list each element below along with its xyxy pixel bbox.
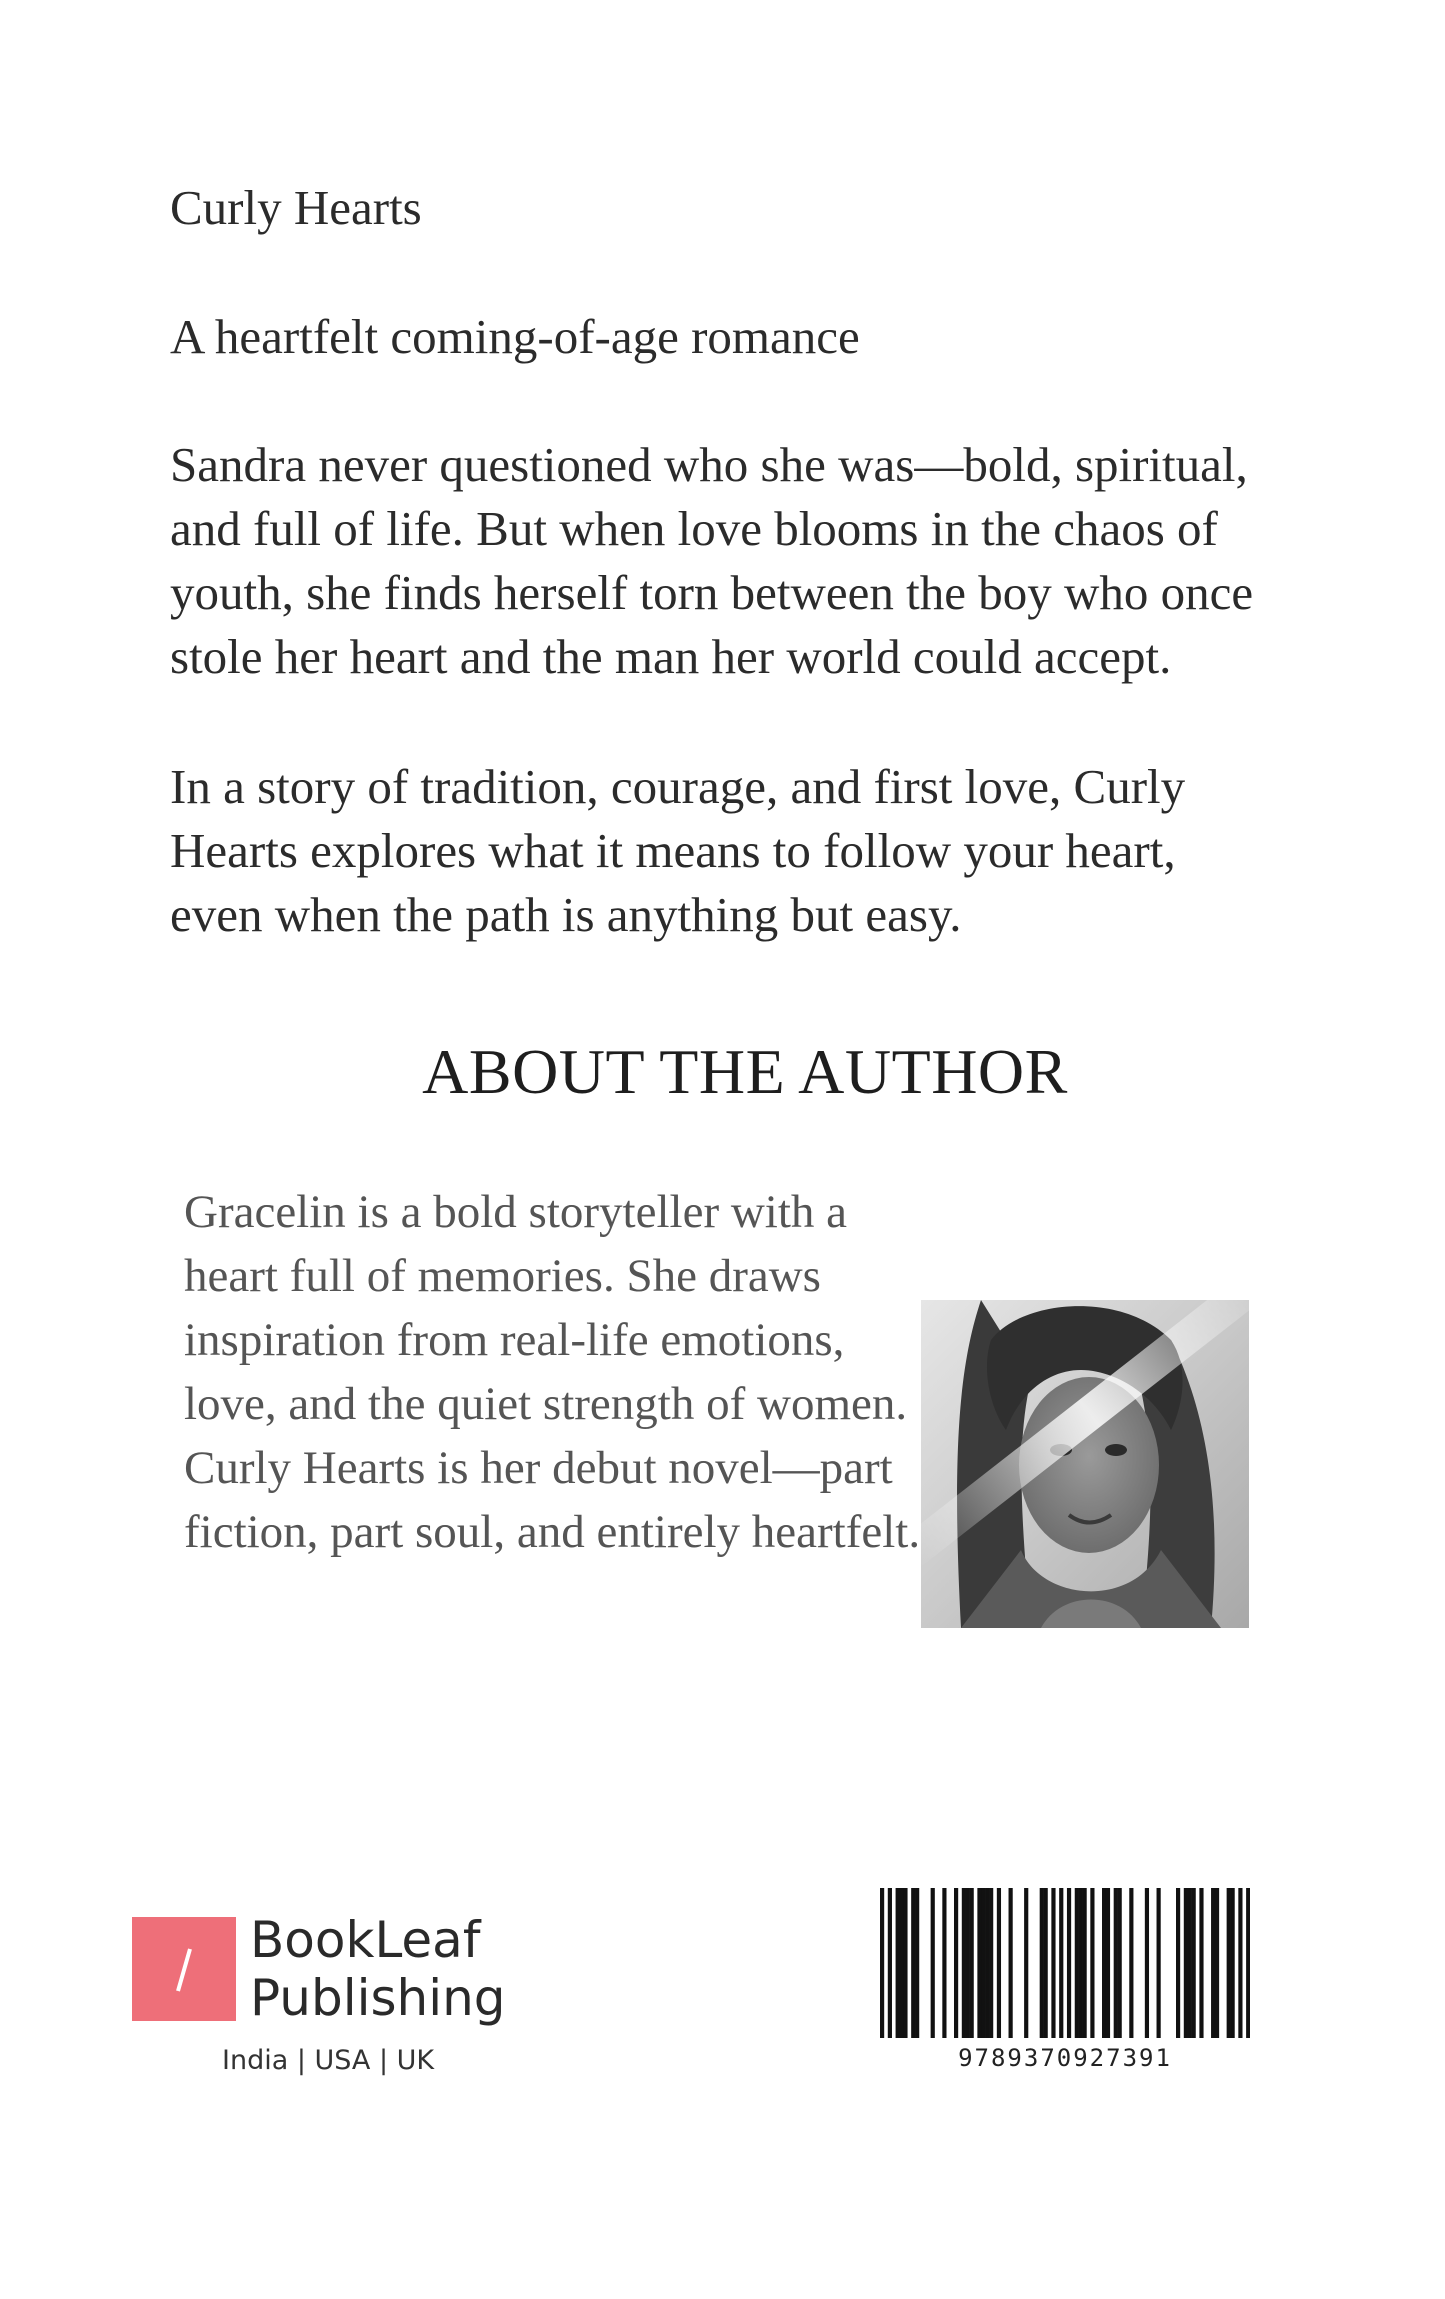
barcode-bar	[981, 1888, 985, 2038]
blurb-text: In a story of tradition, courage, and first love, Curly Hearts explores what it means to follow your heart, even when the path is anything but easy.	[170, 759, 1186, 942]
barcode-bar	[880, 1888, 884, 2038]
barcode-bar	[1024, 1888, 1028, 2038]
publisher-name-line2: Publishing	[250, 1969, 506, 2027]
publisher-countries: India | USA | UK	[222, 2045, 435, 2076]
barcode-bar	[962, 1888, 966, 2038]
barcode-bar	[1145, 1888, 1149, 2038]
barcode-bar	[1246, 1888, 1250, 2038]
barcode-bar	[1059, 1888, 1063, 2038]
author-photo	[921, 1300, 1249, 1628]
barcode-bar	[896, 1888, 900, 2038]
barcode-bar	[1051, 1888, 1055, 2038]
barcode-bar	[989, 1888, 993, 2038]
barcode-bar	[1231, 1888, 1235, 2038]
barcode-bar	[1227, 1888, 1231, 2038]
barcode-bar	[911, 1888, 915, 2038]
author-portrait-image	[921, 1300, 1249, 1628]
barcode-bar	[997, 1888, 1001, 2038]
publisher-logo	[132, 1911, 532, 2117]
barcode-bar	[942, 1888, 946, 2038]
barcode-bar	[1211, 1888, 1215, 2038]
barcode-bar	[1184, 1888, 1188, 2038]
barcode-bar	[888, 1888, 892, 2038]
barcode-bar	[1044, 1888, 1048, 2038]
blurb-paragraph-1	[170, 433, 1270, 689]
barcode-bar	[1079, 1888, 1083, 2038]
barcode-bar	[1129, 1888, 1133, 2038]
blurb-text: Sandra never questioned who she was—bold, spiritual, and full of life. But when love blooms in the chaos of youth, she finds herself torn between the boy who once stole her heart and the man her world could accept.	[170, 437, 1254, 684]
author-bio-text: Gracelin is a bold storyteller with a heart full of memories. She draws inspiration from real-life emotions, love, and the quiet strength of women. Curly Hearts is her debut novel—part fiction, part soul, and entirely heartfelt.	[184, 1186, 921, 1558]
barcode-bar	[1067, 1888, 1071, 2038]
barcode-bar	[1192, 1888, 1196, 2038]
barcode-bar	[966, 1888, 970, 2038]
publisher-name-line1: BookLeaf	[250, 1911, 481, 1969]
barcode-bar	[1238, 1888, 1242, 2038]
barcode-bar	[1114, 1888, 1118, 2038]
barcode-bar	[899, 1888, 903, 2038]
barcode-bar	[970, 1888, 974, 2038]
blurb-paragraph-2	[170, 755, 1270, 947]
barcode-bar	[985, 1888, 989, 2038]
barcode-bar	[1106, 1888, 1110, 2038]
barcode-bar	[915, 1888, 919, 2038]
barcode-bars	[880, 1888, 1250, 2038]
about-author-heading: ABOUT THE AUTHOR	[422, 1036, 1068, 1107]
barcode-bar	[1102, 1888, 1106, 2038]
isbn-number: 9789370927391	[958, 2044, 1172, 2072]
barcode-bar	[954, 1888, 958, 2038]
barcode-bar	[1040, 1888, 1044, 2038]
book-tagline: A heartfelt coming-of-age romance	[170, 309, 860, 364]
barcode-bar	[1215, 1888, 1219, 2038]
barcode-bar	[1009, 1888, 1013, 2038]
barcode-bar	[1157, 1888, 1161, 2038]
isbn-barcode	[880, 1888, 1250, 2068]
book-title: Curly Hearts	[170, 180, 422, 235]
barcode-bar	[1118, 1888, 1122, 2038]
barcode-bar	[931, 1888, 935, 2038]
barcode-bar	[1199, 1888, 1203, 2038]
publisher-name	[250, 1911, 506, 2027]
barcode-bar	[1075, 1888, 1079, 2038]
barcode-bar	[1176, 1888, 1180, 2038]
barcode-bar	[977, 1888, 981, 2038]
barcode-bar	[1090, 1888, 1094, 2038]
barcode-bar	[1083, 1888, 1087, 2038]
author-bio	[184, 1180, 944, 1564]
barcode-bar	[903, 1888, 907, 2038]
barcode-bar	[1188, 1888, 1192, 2038]
leaf-slash-icon	[132, 1917, 236, 2021]
